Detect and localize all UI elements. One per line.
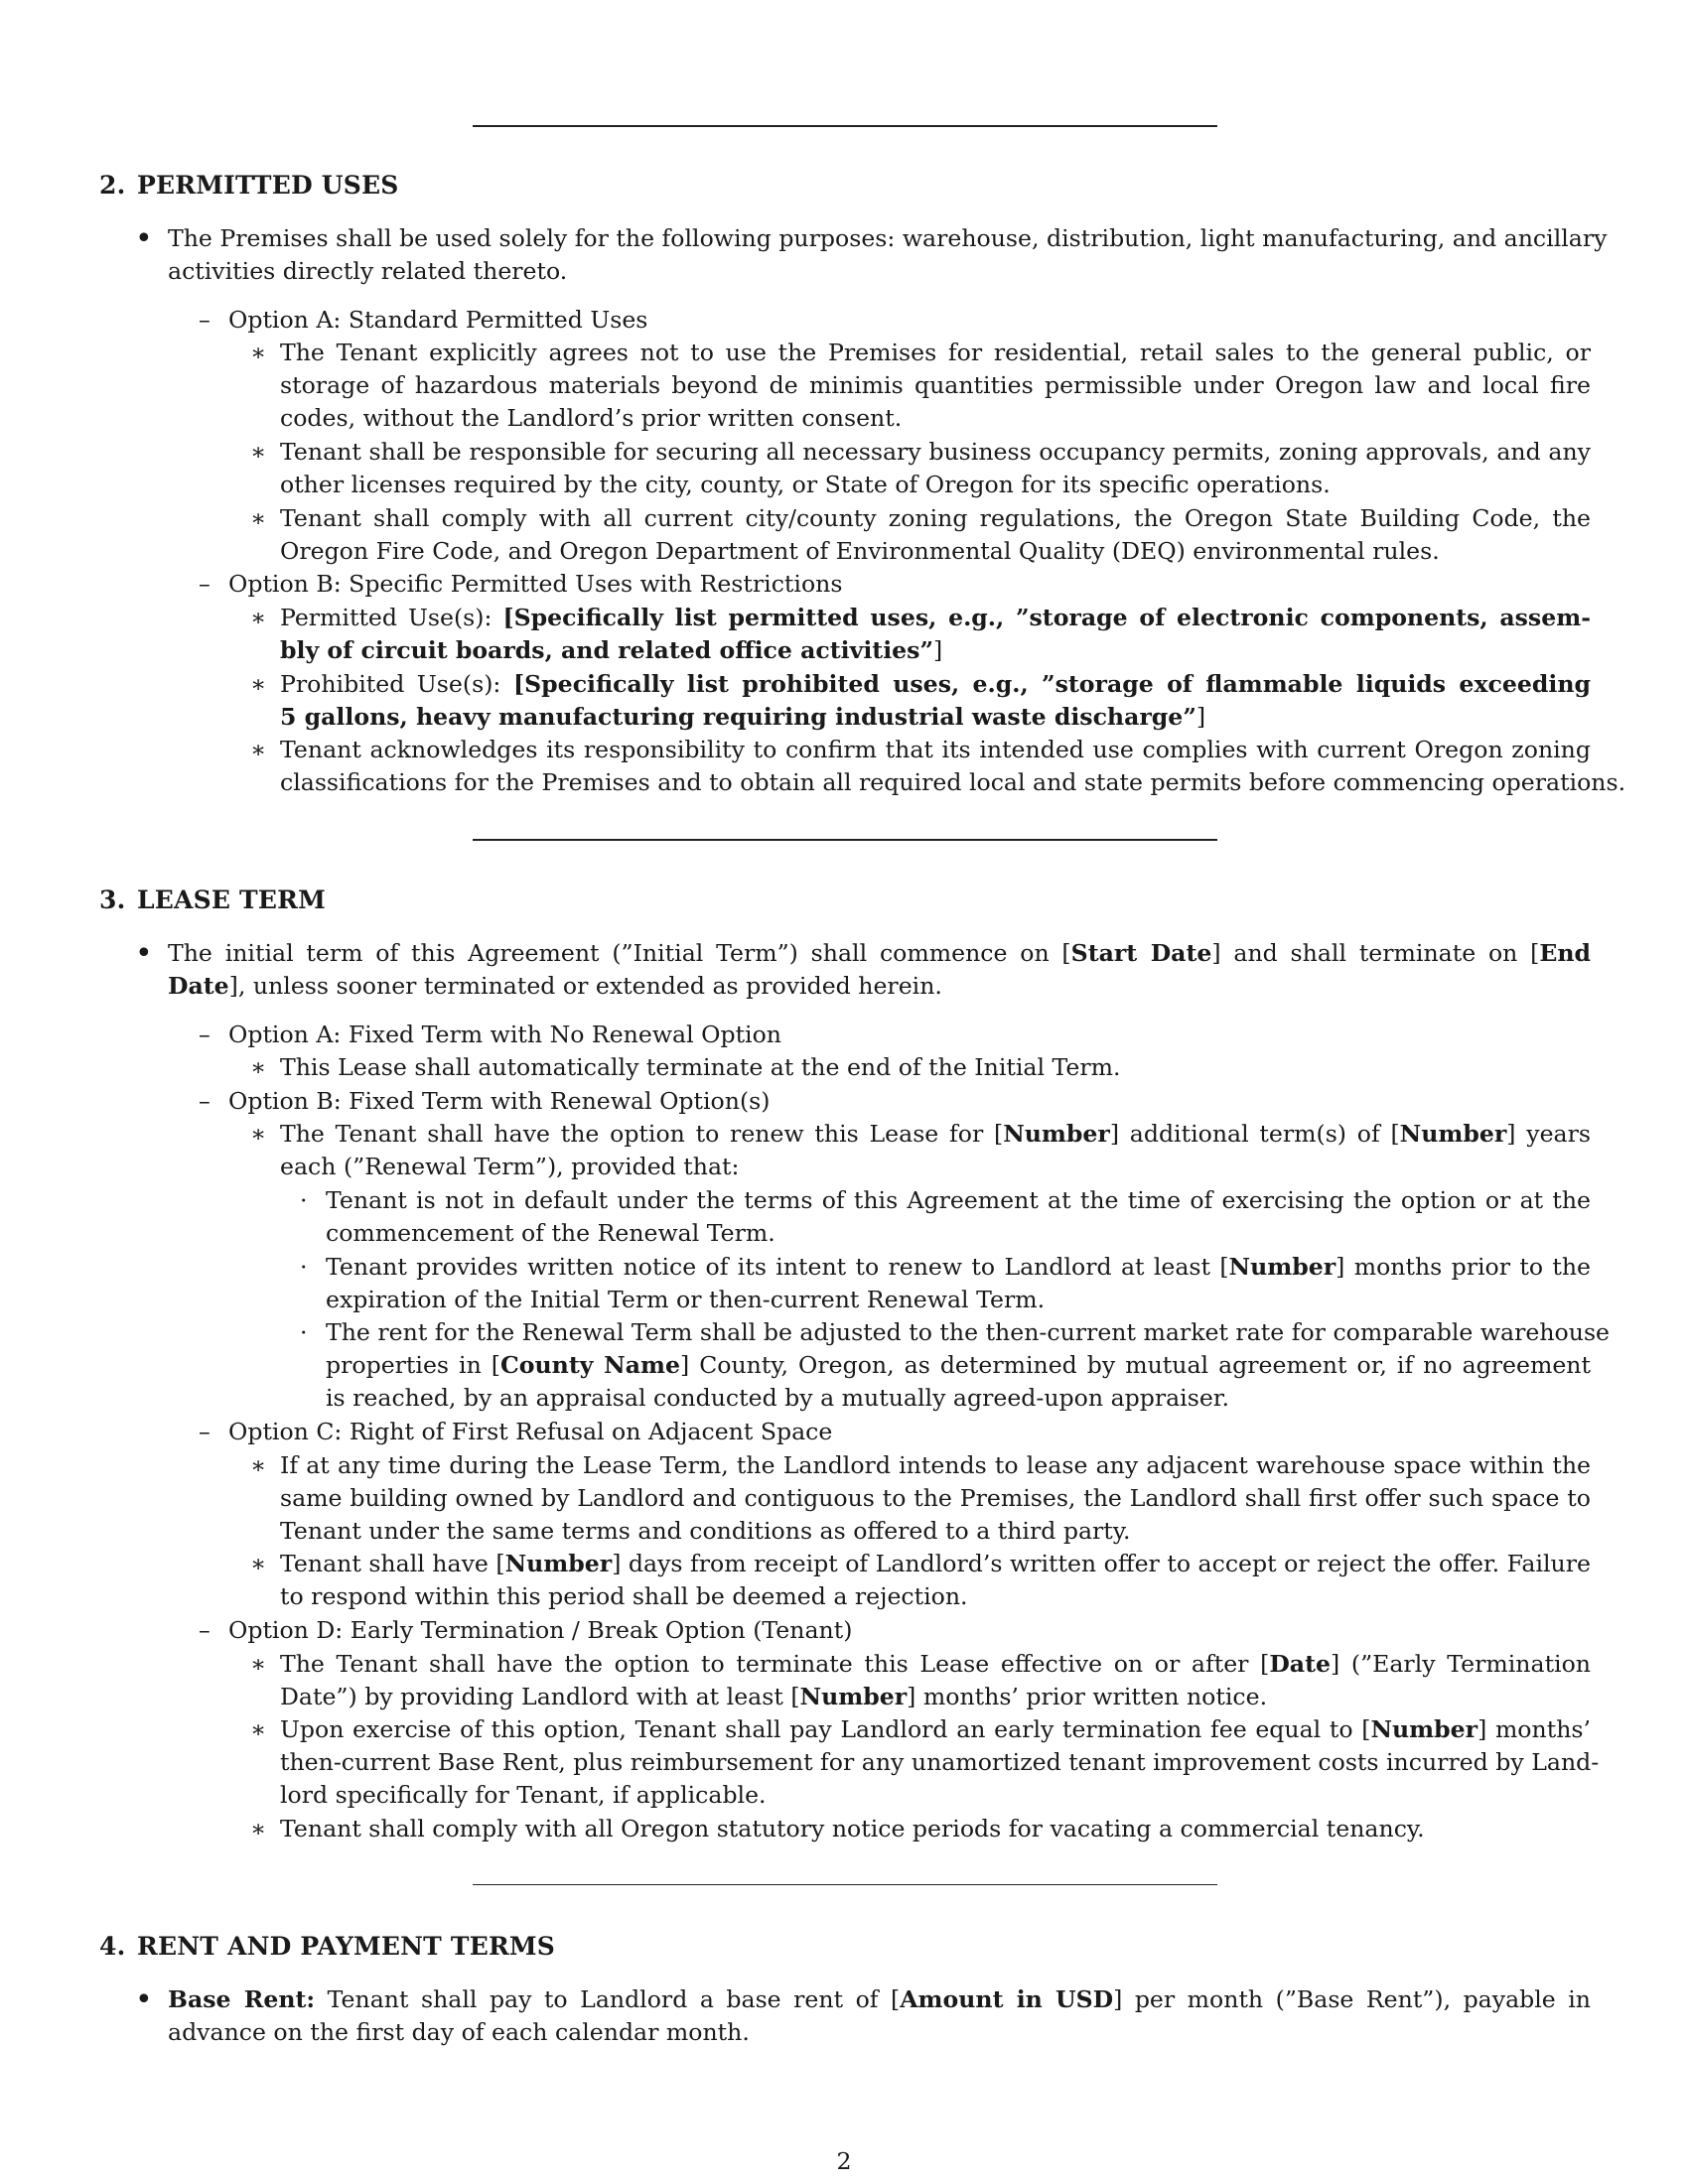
paragraph-line: Tenant under the same terms and conditions as offered to a third party. bbox=[280, 1517, 1131, 1545]
paragraph-line: The Premises shall be used solely for the following purposes: warehouse, distribution, light manufacturing, and ancillary bbox=[168, 224, 1608, 252]
dot-marker: · bbox=[300, 1253, 308, 1281]
section-heading-lease-term: 3. LEASE TERM bbox=[99, 886, 326, 914]
paragraph-line: classifications for the Premises and to obtain all required local and state permits before commencing operations. bbox=[280, 768, 1626, 796]
section-divider bbox=[473, 839, 1217, 841]
option-label: Option C: Right of First Refusal on Adjacent Space bbox=[228, 1418, 833, 1445]
paragraph-line: Tenant acknowledges its responsibility to confirm that its intended use complies with current Oregon zoning bbox=[280, 736, 1591, 763]
dash-marker: – bbox=[199, 306, 211, 334]
paragraph-line: The rent for the Renewal Term shall be adjusted to the then-current market rate for comparable warehouse bbox=[326, 1318, 1611, 1346]
paragraph-line: Base Rent: Tenant shall pay to Landlord a base rent of [Amount in USD] per month (”Base Rent”), payable in bbox=[168, 1985, 1592, 2013]
paragraph-line: each (”Renewal Term”), provided that: bbox=[280, 1153, 740, 1180]
dash-marker: – bbox=[199, 1021, 211, 1048]
bullet-marker: • bbox=[135, 1982, 153, 2017]
section-heading-permitted-uses: 2. PERMITTED USES bbox=[99, 171, 399, 200]
star-marker: ∗ bbox=[250, 1451, 267, 1479]
paragraph-line: storage of hazardous materials beyond de minimis quantities permissible under Oregon law and local fire bbox=[280, 371, 1591, 399]
paragraph-line: The Tenant shall have the option to terminate this Lease effective on or after [Date] (”Early Termination bbox=[280, 1650, 1591, 1678]
paragraph-line: Prohibited Use(s): [Specifically list prohibited uses, e.g., ”storage of flammable liquids exceeding bbox=[280, 670, 1592, 698]
option-label: Option A: Fixed Term with No Renewal Option bbox=[228, 1021, 781, 1048]
option-label: Option D: Early Termination / Break Option (Tenant) bbox=[228, 1616, 853, 1644]
paragraph-line: same building owned by Landlord and contiguous to the Premises, the Landlord shall first offer such space to bbox=[280, 1484, 1591, 1512]
paragraph-line: If at any time during the Lease Term, the Landlord intends to lease any adjacent warehouse space within the bbox=[280, 1451, 1591, 1479]
page-number: 2 bbox=[836, 2147, 852, 2175]
star-marker: ∗ bbox=[250, 1715, 267, 1743]
paragraph-line: Tenant is not in default under the terms of this Agreement at the time of exercising the option or at the bbox=[326, 1186, 1591, 1214]
section-divider bbox=[473, 125, 1217, 127]
section-heading-rent: 4. RENT AND PAYMENT TERMS bbox=[99, 1932, 556, 1961]
paragraph-line: advance on the first day of each calendar month. bbox=[168, 2018, 750, 2046]
star-marker: ∗ bbox=[250, 604, 267, 631]
paragraph-line: lord specifically for Tenant, if applicable. bbox=[280, 1781, 767, 1809]
dot-marker: · bbox=[300, 1186, 308, 1214]
star-marker: ∗ bbox=[250, 1650, 267, 1678]
paragraph-line: bly of circuit boards, and related office activities”] bbox=[280, 636, 943, 664]
bullet-marker: • bbox=[135, 221, 153, 256]
paragraph-line: then-current Base Rent, plus reimbursement for any unamortized tenant improvement costs incurred by Land- bbox=[280, 1748, 1600, 1776]
dash-marker: – bbox=[199, 1087, 211, 1115]
paragraph-line: Tenant shall be responsible for securing all necessary business occupancy permits, zoning approvals, and any bbox=[280, 438, 1591, 466]
star-marker: ∗ bbox=[250, 670, 267, 698]
paragraph-line: expiration of the Initial Term or then-current Renewal Term. bbox=[326, 1286, 1046, 1313]
paragraph-line: Tenant shall comply with all current city/county zoning regulations, the Oregon State Building Code, the bbox=[280, 504, 1591, 532]
paragraph-line: The Tenant explicitly agrees not to use the Premises for residential, retail sales to the general public, or bbox=[280, 339, 1591, 366]
paragraph-line: properties in [County Name] County, Oregon, as determined by mutual agreement or, if no agreement bbox=[326, 1351, 1591, 1379]
paragraph-line: codes, without the Landlord’s prior written consent. bbox=[280, 404, 903, 432]
dash-marker: – bbox=[199, 570, 211, 598]
paragraph-line: Tenant shall have [Number] days from receipt of Landlord’s written offer to accept or reject the offer. Failure bbox=[280, 1550, 1591, 1577]
paragraph-line: is reached, by an appraisal conducted by a mutually agreed-upon appraiser. bbox=[326, 1384, 1229, 1412]
star-marker: ∗ bbox=[250, 1053, 267, 1081]
star-marker: ∗ bbox=[250, 1120, 267, 1148]
dot-marker: · bbox=[300, 1318, 308, 1346]
paragraph-line: commencement of the Renewal Term. bbox=[326, 1219, 775, 1247]
option-label: Option B: Fixed Term with Renewal Option(s) bbox=[228, 1087, 771, 1115]
paragraph-line: Date], unless sooner terminated or extended as provided herein. bbox=[168, 972, 942, 1000]
paragraph-line: The Tenant shall have the option to renew this Lease for [Number] additional term(s) of [Number] years bbox=[280, 1120, 1592, 1148]
dash-marker: – bbox=[199, 1616, 211, 1644]
option-label: Option B: Specific Permitted Uses with Restrictions bbox=[228, 570, 843, 598]
paragraph-line: activities directly related thereto. bbox=[168, 257, 568, 285]
option-label: Option A: Standard Permitted Uses bbox=[228, 306, 648, 334]
star-marker: ∗ bbox=[250, 438, 267, 466]
star-marker: ∗ bbox=[250, 504, 267, 532]
paragraph-line: Date”) by providing Landlord with at least [Number] months’ prior written notice. bbox=[280, 1683, 1268, 1710]
dash-marker: – bbox=[199, 1418, 211, 1445]
paragraph-line: other licenses required by the city, county, or State of Oregon for its specific operations. bbox=[280, 471, 1331, 498]
star-marker: ∗ bbox=[250, 339, 267, 366]
paragraph-line: This Lease shall automatically terminate at the end of the Initial Term. bbox=[280, 1053, 1121, 1081]
bullet-marker: • bbox=[135, 936, 153, 971]
paragraph-line: Tenant provides written notice of its intent to renew to Landlord at least [Number] months prior to the bbox=[326, 1253, 1591, 1281]
star-marker: ∗ bbox=[250, 1815, 267, 1843]
section-divider bbox=[473, 1884, 1217, 1885]
paragraph-line: Permitted Use(s): [Specifically list permitted uses, e.g., ”storage of electronic components, assem- bbox=[280, 604, 1591, 631]
paragraph-line: 5 gallons, heavy manufacturing requiring industrial waste discharge”] bbox=[280, 703, 1206, 731]
paragraph-line: Upon exercise of this option, Tenant shall pay Landlord an early termination fee equal to [Number] months’ bbox=[280, 1715, 1591, 1743]
paragraph-line: Tenant shall comply with all Oregon statutory notice periods for vacating a commercial tenancy. bbox=[280, 1815, 1425, 1843]
paragraph-line: to respond within this period shall be deemed a rejection. bbox=[280, 1582, 968, 1610]
star-marker: ∗ bbox=[250, 736, 267, 763]
star-marker: ∗ bbox=[250, 1550, 267, 1577]
paragraph-line: The initial term of this Agreement (”Initial Term”) shall commence on [Start Date] and shall terminate on [End bbox=[168, 939, 1592, 967]
paragraph-line: Oregon Fire Code, and Oregon Department of Environmental Quality (DEQ) environmental rules. bbox=[280, 537, 1440, 565]
